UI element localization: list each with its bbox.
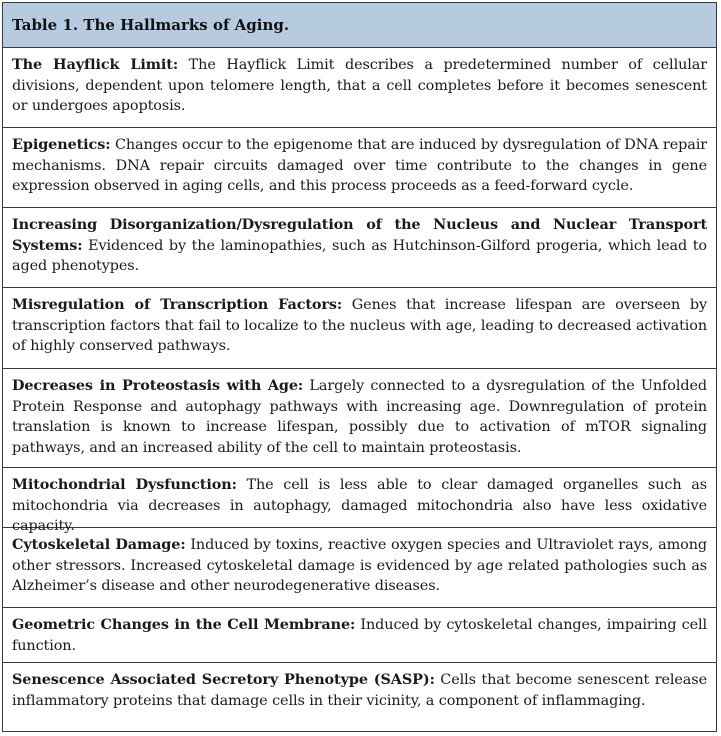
row-term: Senescence Associated Secretory Phenotype (SASP): xyxy=(12,671,435,688)
table-row xyxy=(3,128,716,208)
row-term: Decreases in Proteostasis with Age: xyxy=(12,377,304,394)
table-row xyxy=(3,528,716,608)
table-row xyxy=(3,369,716,468)
row-text: Changes occur to the epigenome that are induced by dysregulation of DNA repair mechanisms. DNA repair circuits damaged over time contribute to the changes in gene expression observed in aging cells, and this process proceeds as a feed-forward cycle. xyxy=(12,137,707,194)
row-term: Geometric Changes in the Cell Membrane: xyxy=(12,616,356,633)
row-text: Largely connected to a dysregulation of the Unfolded Protein Response and autophagy pathways with increasing age. Downregulation of protein translation is known to increase lifespan, possibly due to activation of mTOR signaling pathways, and an increased ability of the cell to maintain proteostasis. xyxy=(12,378,707,456)
row-text: The Hayflick Limit describes a predetermined number of cellular divisions, dependent upon telomere length, that a cell completes before it becomes senescent or undergoes apoptosis. xyxy=(12,57,707,114)
row-text: Evidenced by the laminopathies, such as Hutchinson-Gilford progeria, which lead to aged phenotypes. xyxy=(12,237,707,274)
row-term: Epigenetics: xyxy=(12,136,111,153)
table-row xyxy=(3,208,716,288)
table-row xyxy=(3,663,716,731)
table-row xyxy=(3,468,716,534)
table-body xyxy=(3,48,716,731)
table-row xyxy=(3,48,716,128)
hallmarks-table xyxy=(2,2,717,732)
row-term: Mitochondrial Dysfunction: xyxy=(12,476,237,493)
row-text: Genes that increase lifespan are overseen by transcription factors that fail to localize to the nucleus with age, leading to decreased activation of highly conserved pathways. xyxy=(12,297,707,354)
row-text: The cell is less able to clear damaged organelles such as mitochondria via decreases in autophagy, damaged mitochondria also have less oxidative capacity. xyxy=(12,477,707,534)
row-text: Induced by cytoskeletal changes, impairing cell function. xyxy=(12,617,707,654)
table-row xyxy=(3,288,716,369)
row-text: Cells that become senescent release inflammatory proteins that damage cells in their vicinity, a component of inflammaging. xyxy=(12,672,707,709)
table-title: Table 1. The Hallmarks of Aging. xyxy=(3,3,716,48)
row-term: Misregulation of Transcription Factors: xyxy=(12,296,343,313)
row-term: The Hayflick Limit: xyxy=(12,56,179,73)
row-term: Cytoskeletal Damage: xyxy=(12,536,186,553)
table-row xyxy=(3,608,716,663)
row-term: Increasing Disorganization/Dysregulation of the Nucleus and Nuclear Transport Systems: xyxy=(12,216,707,254)
row-text: Induced by toxins, reactive oxygen species and Ultraviolet rays, among other stressors. Increased cytoskeletal damage is evidenced by age related pathologies such as Alzheimer’s disease and other neurodegenerative diseases. xyxy=(12,537,707,594)
